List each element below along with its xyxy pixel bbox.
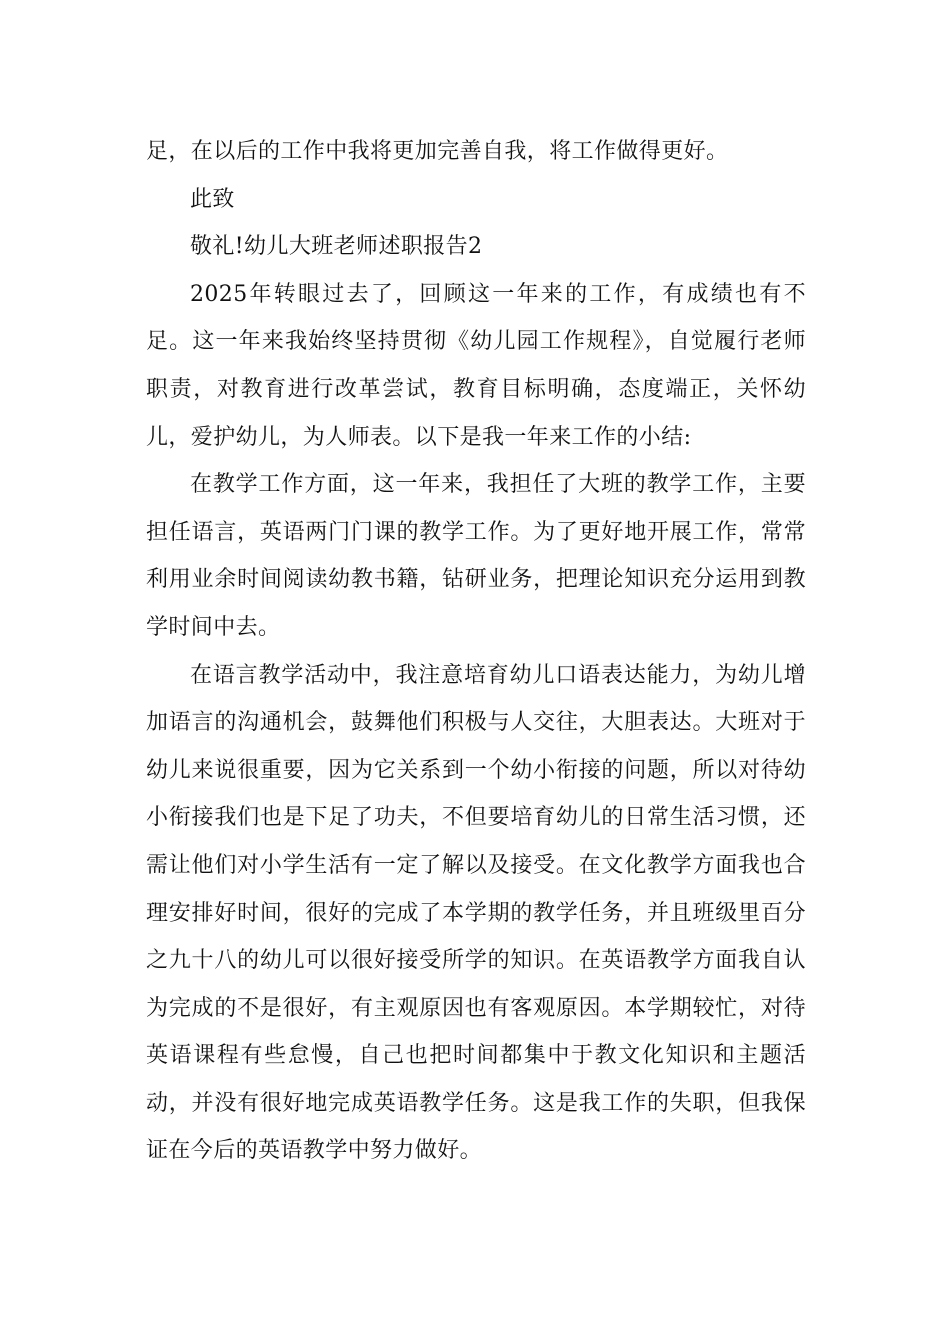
paragraph-intro: 2025年转眼过去了，回顾这一年来的工作，有成绩也有不足。这一年来我始终坚持贯彻《幼儿园工作规程》，自觉履行老师职责，对教育进行改革尝试，教育目标明确，态度端正，关怀幼儿，爱护幼儿，为人师表。以下是我一年来工作的小结: <box>146 281 806 450</box>
paragraph-regards-and-title: 敬礼!幼儿大班老师述职报告2 <box>190 234 483 260</box>
paragraph-language-teaching: 在语言教学活动中，我注意培育幼儿口语表达能力，为幼儿增加语言的沟通机会，鼓舞他们积极与人交往，大胆表达。大班对于幼儿来说很重要，因为它关系到一个幼小衔接的问题，所以对待幼小衔接我们也是下足了功夫，不但要培育幼儿的日常生活习惯，还需让他们对小学生活有一定了解以及接受。在文化教学方面我也合理安排好时间，很好的完成了本学期的教学任务，并且班级里百分之九十八的幼儿可以很好接受所学的知识。在英语教学方面我自认为完成的不是很好，有主观原因也有客观原因。本学期较忙，对待英语课程有些怠慢，自己也把时间都集中于教文化知识和主题活动，并没有很好地完成英语教学任务。这是我工作的失职，但我保证在今后的英语教学中努力做好。 <box>146 662 806 1164</box>
paragraph-salutation: 此致 <box>190 186 235 212</box>
paragraph-closing-line: 足，在以后的工作中我将更加完善自我，将工作做得更好。 <box>146 139 729 164</box>
paragraph-teaching-work: 在教学工作方面，这一年来，我担任了大班的教学工作，主要担任语言，英语两门门课的教学工作。为了更好地开展工作，常常利用业余时间阅读幼教书籍，钻研业务，把理论知识充分运用到教学时间中去。 <box>146 472 806 640</box>
document-body <box>146 128 806 1175</box>
